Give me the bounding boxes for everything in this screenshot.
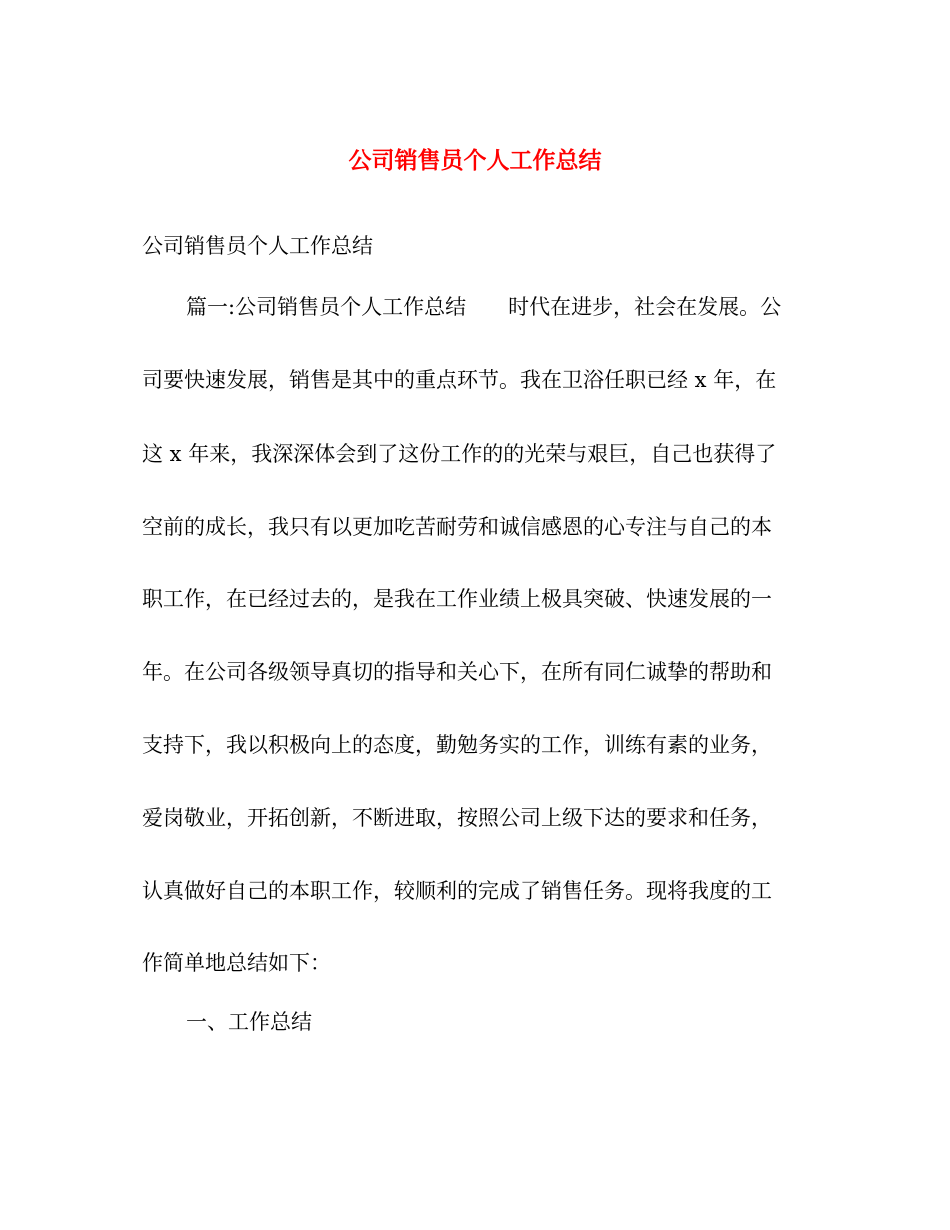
paragraph-line-6: 年。在公司各级领导真切的指导和关心下，在所有同仁诚挚的帮助和	[142, 660, 772, 684]
paragraph-line-2: 司要快速发展，销售是其中的重点环节。我在卫浴任职已经 x 年，在	[142, 368, 777, 392]
paragraph-line-7: 支持下，我以积极向上的态度，勤勉务实的工作，训练有素的业务，	[142, 733, 772, 757]
document-subtitle: 公司销售员个人工作总结	[142, 234, 373, 258]
paragraph-line-5: 职工作，在已经过去的，是我在工作业绩上极具突破、快速发展的一	[142, 587, 772, 611]
paragraph-line-4: 空前的成长，我只有以更加吃苦耐劳和诚信感恩的心专注与自己的本	[142, 515, 772, 539]
paragraph-line-8: 爱岗敬业，开拓创新，不断进取，按照公司上级下达的要求和任务，	[142, 806, 772, 830]
section-heading: 一、工作总结	[186, 1010, 312, 1034]
document-title: 公司销售员个人工作总结	[348, 148, 602, 174]
paragraph-line-3: 这 x 年来，我深深体会到了这份工作的的光荣与艰巨，自己也获得了	[142, 442, 777, 466]
paragraph-line-1: 篇一:公司销售员个人工作总结 时代在进步，社会在发展。公	[186, 295, 782, 319]
paragraph-line-10: 作简单地总结如下：	[142, 951, 331, 975]
paragraph-line-9: 认真做好自己的本职工作，较顺利的完成了销售任务。现将我度的工	[142, 879, 772, 903]
